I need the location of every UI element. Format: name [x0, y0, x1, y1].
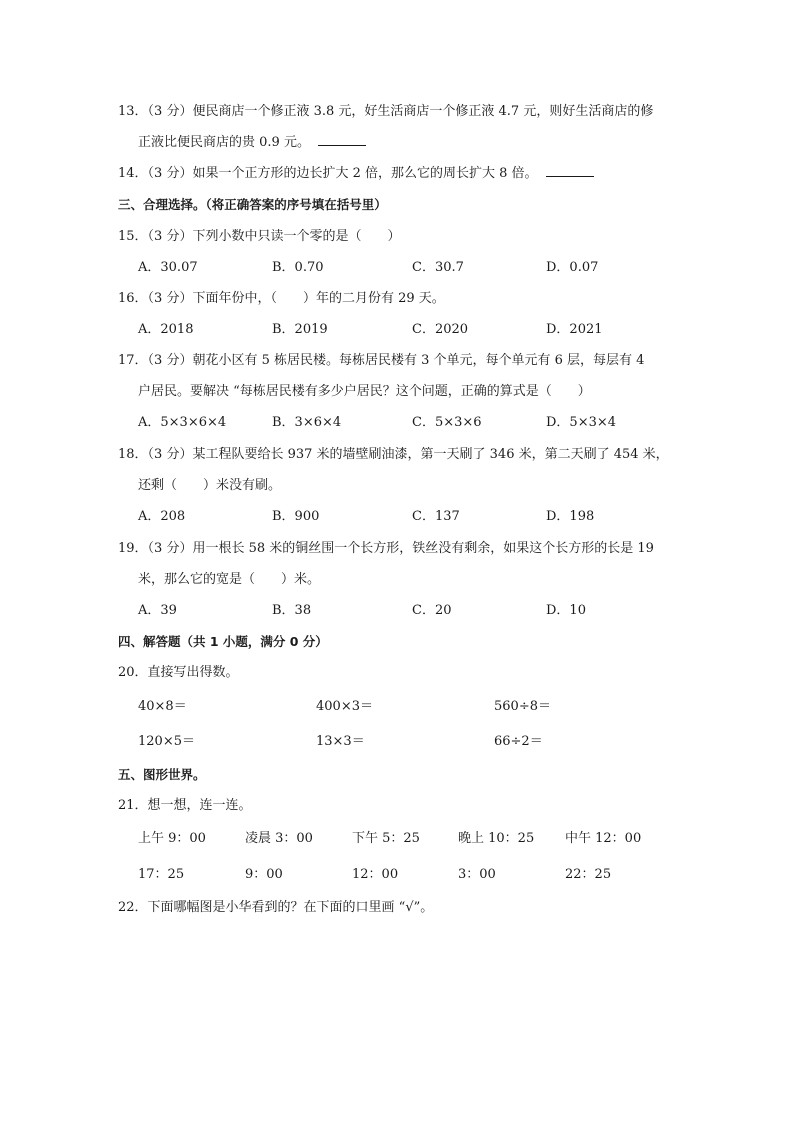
q16-option-a[interactable]: A．2018 — [138, 322, 194, 337]
q20-calc-3: 560÷8＝ — [494, 699, 551, 714]
q15-option-b[interactable]: B．0.70 — [272, 260, 324, 275]
q20-calc-6: 66÷2＝ — [494, 734, 543, 749]
q21-time-24h-3[interactable]: 12：00 — [352, 867, 399, 882]
q21-stem: 21．想一想，连一连。 — [118, 798, 252, 813]
q19-option-b[interactable]: B．38 — [272, 603, 312, 618]
q18-option-d[interactable]: D．198 — [546, 509, 595, 524]
q19-option-c[interactable]: C．20 — [412, 603, 452, 618]
q15-option-a[interactable]: A．30.07 — [138, 260, 198, 275]
q20-calc-5: 13×3＝ — [316, 734, 365, 749]
q20-calc-2: 400×3＝ — [316, 699, 373, 714]
q21-time-text-5[interactable]: 中午 12：00 — [565, 831, 642, 846]
q14-answer-blank[interactable] — [546, 165, 594, 177]
q18-option-c[interactable]: C．137 — [412, 509, 460, 524]
q19-option-a[interactable]: A．39 — [138, 603, 177, 618]
q18-line1: 18．（3 分）某工程队要给长 937 米的墙壁刷油漆，第一天刷了 346 米，第二天刷了 454 米， — [118, 447, 669, 462]
q17-option-d[interactable]: D．5×3×4 — [546, 415, 617, 430]
q13-line1: 13．（3 分）便民商店一个修正液 3.8 元，好生活商店一个修正液 4.7 元，则好生活商店的修 — [118, 104, 654, 119]
section4-heading: 四、解答题（共 1 小题，满分 0 分） — [118, 634, 328, 649]
q20-calc-4: 120×5＝ — [138, 734, 195, 749]
q18-option-a[interactable]: A．208 — [138, 509, 186, 524]
q15-option-d[interactable]: D．0.07 — [546, 260, 599, 275]
q16-option-c[interactable]: C．2020 — [412, 322, 469, 337]
section5-heading: 五、图形世界。 — [118, 767, 206, 782]
q16-option-b[interactable]: B．2019 — [272, 322, 328, 337]
q14-line1 — [118, 165, 594, 183]
q13-answer-blank[interactable] — [318, 134, 366, 146]
q21-time-text-1[interactable]: 上午 9：00 — [138, 831, 206, 846]
q14-text: 14．（3 分）如果一个正方形的边长扩大 2 倍，那么它的周长扩大 8 倍。 — [118, 166, 538, 181]
q20-calc-1: 40×8＝ — [138, 699, 187, 714]
q19-line1: 19．（3 分）用一根长 58 米的铜丝围一个长方形，铁丝没有剩余，如果这个长方形的长是 19 — [118, 541, 654, 556]
q17-option-a[interactable]: A．5×3×6×4 — [138, 415, 227, 430]
q21-time-24h-4[interactable]: 3：00 — [458, 867, 496, 882]
q21-time-text-2[interactable]: 凌晨 3：00 — [245, 831, 313, 846]
q21-time-text-3[interactable]: 下午 5：25 — [352, 831, 420, 846]
q16-option-d[interactable]: D．2021 — [546, 322, 603, 337]
q13-line2 — [138, 134, 366, 152]
q20-stem: 20．直接写出得数。 — [118, 665, 239, 680]
q13-line2-text: 正液比便民商店的贵 0.9 元。 — [138, 135, 310, 150]
q15-stem: 15．（3 分）下列小数中只读一个零的是（ ） — [118, 229, 401, 244]
q21-time-text-4[interactable]: 晚上 10：25 — [458, 831, 535, 846]
q16-stem: 16．（3 分）下面年份中，（ ）年的二月份有 29 天。 — [118, 291, 445, 306]
q19-option-d[interactable]: D．10 — [546, 603, 586, 618]
q21-time-24h-5[interactable]: 22：25 — [565, 867, 612, 882]
q15-option-c[interactable]: C．30.7 — [412, 260, 464, 275]
q17-line2: 户居民。要解决 “每栋居民楼有多少户居民？这个问题，正确的算式是（ ） — [138, 384, 591, 399]
q18-line2: 还剩（ ）米没有刷。 — [138, 478, 282, 493]
q17-option-c[interactable]: C．5×3×6 — [412, 415, 482, 430]
q22-stem: 22．下面哪幅图是小华看到的？在下面的口里画 “√”。 — [118, 900, 434, 915]
q19-line2: 米，那么它的宽是（ ）米。 — [138, 572, 321, 587]
q17-option-b[interactable]: B．3×6×4 — [272, 415, 342, 430]
section3-heading: 三、合理选择。（将正确答案的序号填在括号里） — [118, 197, 387, 212]
q17-line1: 17．（3 分）朝花小区有 5 栋居民楼。每栋居民楼有 3 个单元，每个单元有 6 层，每层有 4 — [118, 353, 645, 368]
q18-option-b[interactable]: B．900 — [272, 509, 320, 524]
q21-time-24h-1[interactable]: 17：25 — [138, 867, 185, 882]
q21-time-24h-2[interactable]: 9：00 — [245, 867, 283, 882]
